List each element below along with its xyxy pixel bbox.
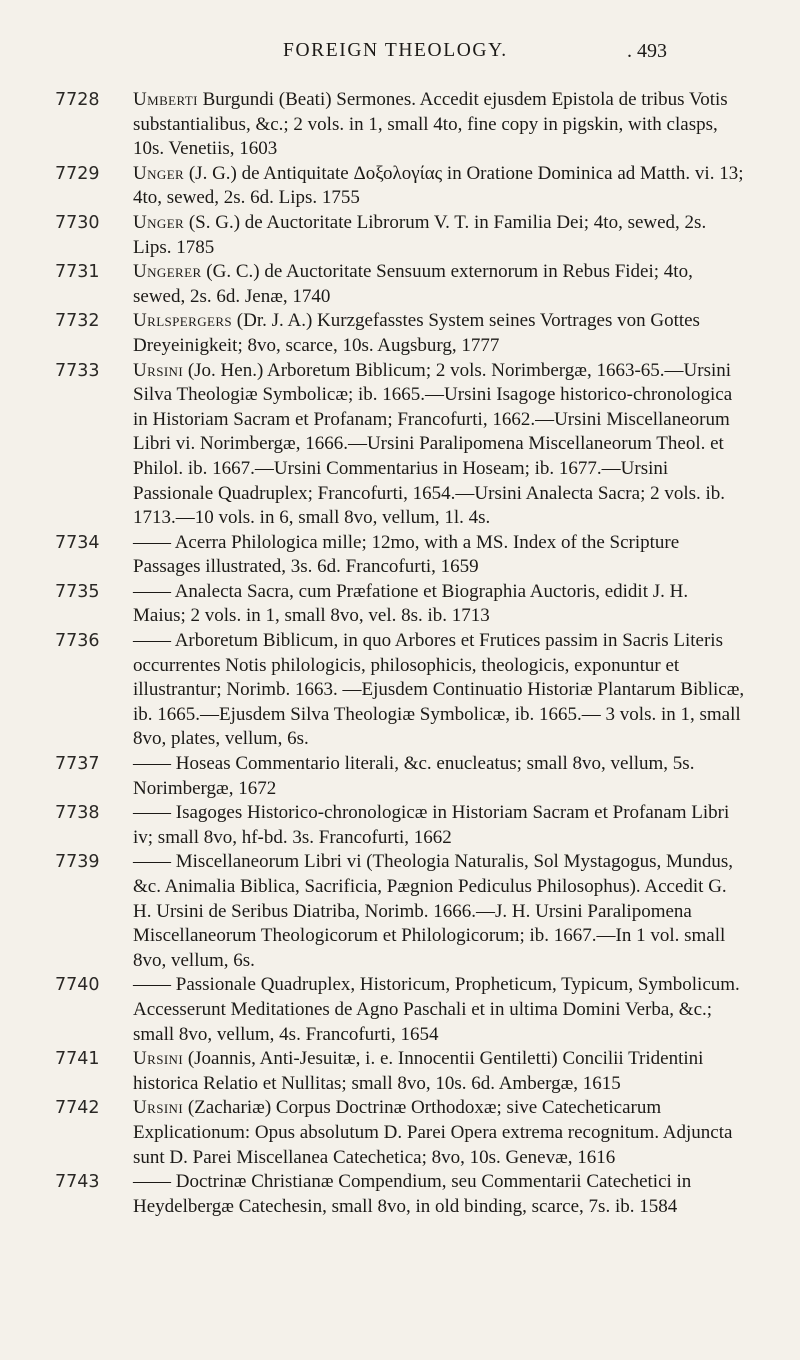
catalogue-entry [55,629,745,752]
ditto-dash: —— [133,802,171,824]
page-header [0,40,800,80]
catalogue-entry [55,88,745,162]
catalogue-entry [55,1096,745,1170]
entry-number: 7742 [55,1098,100,1119]
entry-description: Passionale Quadruplex, Historicum, Propheticum, Typicum, Symbolicum. Accesserunt Meditationes de Agno Paschali et in ultima Domini Verba, &c.; small 8vo, vellum, 4s. Francofurti, 1654 [133,974,740,1045]
entry-description: Acerra Philologica mille; 12mo, with a MS. Index of the Scripture Passages illustrated, 3s. 6d. Francofurti, 1659 [133,531,680,578]
entry-description: Burgundi (Beati) Sermones. Accedit ejusdem Epistola de tribus Votis substantialibus, &c.; 2 vols. in 1, small 4to, fine copy in pigskin, with clasps, 10s. Venetiis, 1603 [133,89,728,160]
entry-description: Doctrinæ Christianæ Compendium, seu Commentarii Catechetici in Heydelbergæ Catechesin, small 8vo, in old binding, scarce, 7s. ib. 1584 [133,1171,692,1217]
catalogue-entry [55,580,745,629]
catalogue-entry [55,211,745,260]
entry-description: (G. C.) de Auctoritate Sensuum externorum in Rebus Fidei; 4to, sewed, 2s. 6d. Jenæ, 1740 [133,261,693,307]
entry-number: 7731 [55,262,100,283]
entry-description: (J. G.) de Antiquitate Δοξολογίας in Oratione Dominica ad Matth. vi. 13; 4to, sewed, 2s. 6d. Lips. 1755 [133,162,744,209]
ditto-dash: —— [133,531,171,553]
catalogue-entry [55,260,745,309]
entry-author: Unger [133,211,185,233]
entry-author: Urlspergers [133,310,233,332]
entry-description: Isagoges Historico-chronologicæ in Historiam Sacram et Profanam Libri iv; small 8vo, hf-bd. 3s. Francofurti, 1662 [133,802,730,848]
catalogue-entry [55,162,745,211]
entry-number: 7737 [55,754,100,775]
entry-number: 7728 [55,90,100,110]
entry-number: 7732 [55,311,100,332]
entry-number: 7729 [55,163,100,184]
ditto-dash: —— [133,580,171,602]
running-title: FOREIGN THEOLOGY. [283,40,508,61]
entry-author: Ursini [133,359,184,381]
catalogue-entry [55,1047,745,1096]
entry-description: (Zachariæ) Corpus Doctrinæ Orthodoxæ; sive Catecheticarum Explicationum: Opus absolutum D. Parei Opera extrema recognitum. Adjuncta sunt D. Parei Miscellanea Catechetica; 8vo, 10s. Genevæ, 1616 [133,1097,733,1168]
entry-description: (S. G.) de Auctoritate Librorum V. T. in Familia Dei; 4to, sewed, 2s. Lips. 1785 [133,211,707,258]
entry-number: 7730 [55,212,100,233]
ditto-dash: —— [133,851,171,873]
entry-description: Arboretum Biblicum, in quo Arbores et Frutices passim in Sacris Literis occurrentes Notis philologicis, philosophicis, theologicis, exponuntur et illustrantur; Norimb. 1663. —Ejusdem Continuatio Historiæ Plantarum Biblicæ, ib. 1665.—Ejusdem Silva Theologiæ Symbolicæ, ib. 1665.— 3 vols. in 1, small 8vo, plates, vellum, 6s. [133,630,745,750]
entry-description: Hoseas Commentario literali, &c. enucleatus; small 8vo, vellum, 5s. Norimbergæ, 1672 [133,753,695,799]
entry-description: Analecta Sacra, cum Præfatione et Biographia Auctoris, edidit J. H. Maius; 2 vols. in 1, small 8vo, vel. 8s. ib. 1713 [133,580,689,627]
entry-description: (Joannis, Anti-Jesuitæ, i. e. Innocentii Gentiletti) Concilii Tridentini historica Relatio et Nullitas; small 8vo, 10s. 6d. Ambergæ, 1615 [133,1048,704,1094]
catalogue-entry [55,309,745,358]
catalogue-entry [55,801,745,850]
entry-number: 7743 [55,1172,100,1193]
catalogue-entry [55,359,745,531]
ditto-dash: —— [133,630,171,652]
ditto-dash: —— [133,753,171,775]
entry-number: 7738 [55,803,100,824]
entry-description: (Dr. J. A.) Kurzgefasstes System seines Vortrages von Gottes Dreyeinigkeit; 8vo, scarce, 10s. Augsburg, 1777 [133,310,700,356]
catalogue-entries [55,88,745,1219]
entry-author: Ursini [133,1048,184,1070]
entry-author: Ungerer [133,261,202,283]
ditto-dash: —— [133,1171,171,1193]
catalogue-entry [55,531,745,580]
entry-author: Unger [133,162,185,184]
catalogue-entry [55,752,745,801]
entry-description: (Jo. Hen.) Arboretum Biblicum; 2 vols. Norimbergæ, 1663-65.—Ursini Silva Theologiæ Symbolicæ; ib. 1665.—Ursini Isagoge historico-chronologica in Historiam Sacram et Profanam; Francofurti, 1662.—Ursini Miscellaneorum Libri vi. Norimbergæ, 1666.—Ursini Paralipomena Miscellaneorum Theol. et Philol. ib. 1667.—Ursini Commentarius in Hoseam; ib. 1677.—Ursini Passionale Quadruplex; Francofurti, 1654.—Ursini Analecta Sacra; 2 vols. ib. 1713.—10 vols. in 6, small 8vo, vellum, 1l. 4s. [133,359,733,529]
entry-number: 7733 [55,360,100,381]
entry-number: 7741 [55,1049,100,1070]
entry-number: 7734 [55,532,100,553]
page-number: . 493 [627,40,667,62]
entry-number: 7739 [55,852,100,873]
entry-description: Miscellaneorum Libri vi (Theologia Naturalis, Sol Mystagogus, Mundus, &c. Animalia Biblica, Sacrificia, Pægnion Pediculus Philosophus). Accedit G. H. Ursini de Seribus Diatriba, Norimb. 1666.—J. H. Ursini Paralipomena Miscellaneorum Theologicorum et Philologicorum; ib. 1667.—In 1 vol. small 8vo, vellum, 6s. [133,851,734,971]
catalogue-entry [55,850,745,973]
catalogue-entry [55,1170,745,1219]
ditto-dash: —— [133,974,171,996]
entry-author: Umberti [133,89,198,110]
entry-number: 7740 [55,975,100,996]
entry-number: 7735 [55,581,100,602]
catalogue-entry [55,973,745,1047]
entry-number: 7736 [55,631,100,652]
entry-author: Ursini [133,1097,184,1119]
